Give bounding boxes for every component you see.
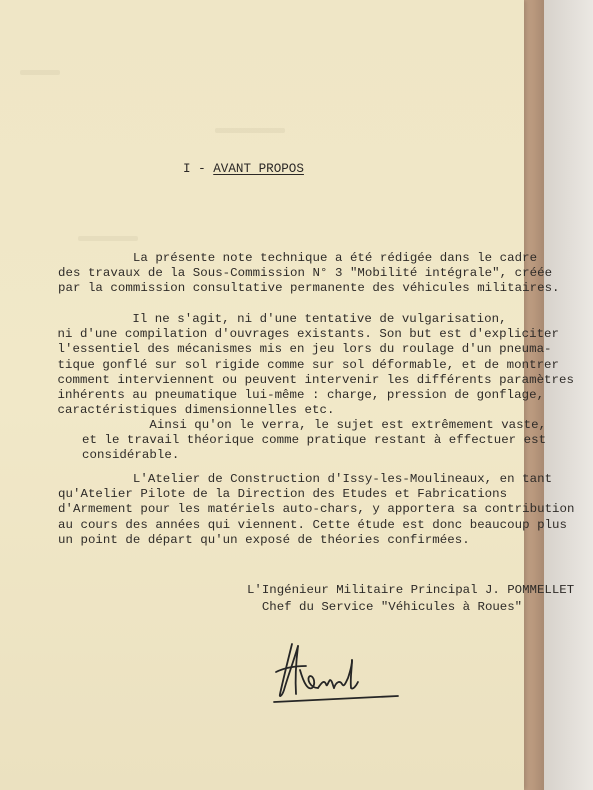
text-line: Il ne s'agit, ni d'une tentative de vulgarisation, — [50, 312, 507, 326]
signatory-title: L'Ingénieur Militaire Principal J. POMMELLET — [247, 583, 575, 597]
text-line: par la commission consultative permanente des véhicules militaires. — [58, 281, 560, 296]
signatory-service: Chef du Service "Véhicules à Roues" — [247, 600, 523, 614]
heading-number: I - — [183, 162, 214, 176]
text-line: des travaux de la Sous-Commission N° 3 "Mobilité intégrale", créée — [58, 266, 553, 281]
text-line: La présente note technique a été rédigée dans le cadre — [58, 251, 538, 265]
text-line: Ainsi qu'on le verra, le sujet est extrêmement vaste, — [82, 418, 547, 432]
text-line: comment interviennent ou peuvent intervenir les différents paramètres — [50, 372, 574, 387]
heading-title: AVANT PROPOS — [213, 162, 304, 176]
page-heading — [183, 162, 304, 176]
text-line: tique gonflé sur sol rigide comme sur sol déformable, et de montrer — [50, 357, 560, 372]
paragraph-workshop — [58, 472, 575, 548]
text-line: inhérents au pneumatique lui-même : charge, pression de gonflage, — [50, 388, 545, 403]
text-line: L'Atelier de Construction d'Issy-les-Moulineaux, en tant — [58, 472, 553, 486]
text-line: et le travail théorique comme pratique restant à effectuer est — [82, 433, 547, 448]
paragraph-purpose — [50, 312, 574, 418]
show-through-mark — [78, 236, 138, 241]
text-line: un point de départ qu'un exposé de théories confirmées. — [58, 532, 470, 547]
paragraph-intro — [58, 251, 560, 297]
text-line: au cours des années qui viennent. Cette étude est donc beaucoup plus — [58, 517, 568, 532]
text-line: d'Armement pour les matériels auto-chars, y apportera sa contribution — [58, 502, 575, 517]
signatory-block — [247, 582, 574, 616]
handwritten-signature — [270, 632, 410, 712]
text-line: caractéristiques dimensionnelles etc. — [50, 403, 335, 418]
text-line: l'essentiel des mécanismes mis en jeu lors du roulage d'un pneuma- — [50, 342, 552, 357]
paragraph-scope — [82, 418, 546, 464]
text-line: qu'Atelier Pilote de la Direction des Etudes et Fabrications — [58, 487, 508, 502]
text-line: considérable. — [82, 448, 180, 463]
show-through-mark — [20, 70, 60, 75]
text-line: ni d'une compilation d'ouvrages existants. Son but est d'expliciter — [50, 327, 560, 342]
show-through-mark — [215, 128, 285, 133]
